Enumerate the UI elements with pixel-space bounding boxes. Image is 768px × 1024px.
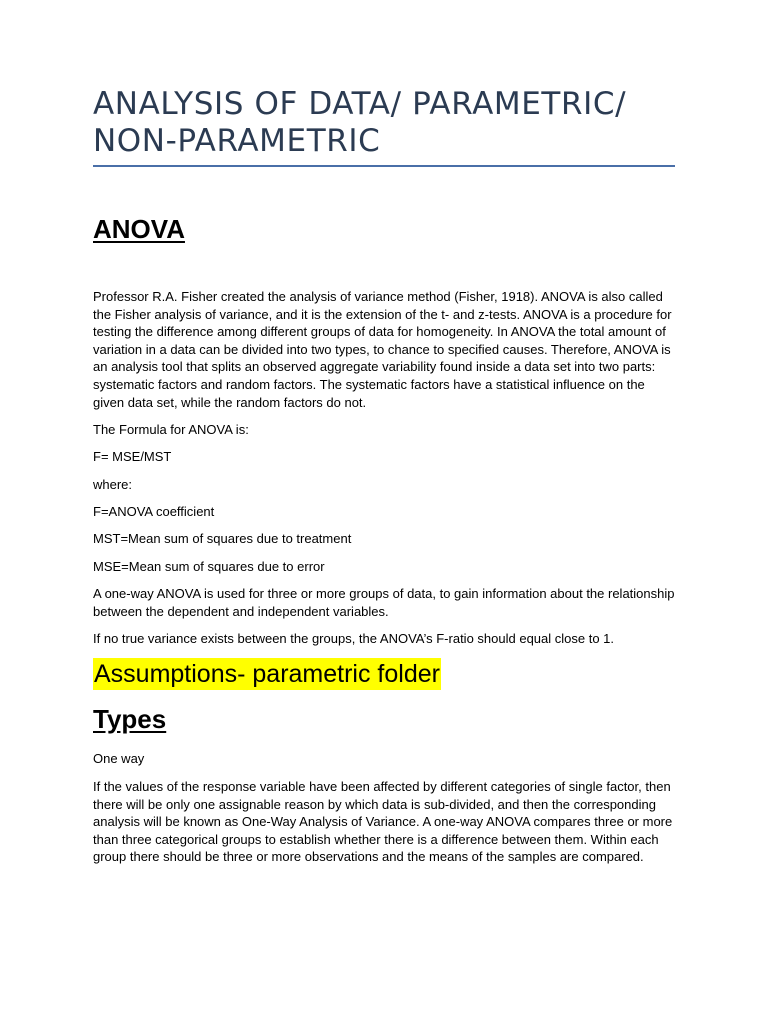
title-divider: [93, 165, 675, 167]
one-way-usage-paragraph: A one-way ANOVA is used for three or more groups of data, to gain information about the relationship between the dependent and independent variables.: [93, 586, 675, 619]
definition-mst: MST=Mean sum of squares due to treatment: [93, 531, 352, 546]
where-label: where:: [93, 477, 133, 492]
definition-f: F=ANOVA coefficient: [93, 504, 215, 519]
heading-anova: ANOVA: [93, 214, 185, 244]
formula-intro: The Formula for ANOVA is:: [93, 422, 249, 437]
formula: F= MSE/MST: [93, 449, 172, 464]
anova-intro-paragraph: Professor R.A. Fisher created the analysis of variance method (Fisher, 1918). ANOVA is also called the Fisher analysis of variance, and it is the extension of the t- and z-tests. ANOVA is a procedure for testing the difference among different groups of data for homogeneity. In ANOVA the total amount of variation in a data can be divided into two types, to chance to specified causes. Therefore, ANOVA is an analysis tool that splits an observed aggregate variability found inside a data set into two parts: systematic factors and random factors. The systematic factors have a statistical influence on the given data set, while the random factors do not.: [93, 289, 672, 410]
f-ratio-note: If no true variance exists between the groups, the ANOVA’s F-ratio should equal close to 1.: [93, 631, 615, 646]
definition-mse: MSE=Mean sum of squares due to error: [93, 559, 325, 574]
heading-assumptions: Assumptions- parametric folder: [94, 660, 440, 688]
heading-types: Types: [93, 704, 167, 734]
document-title: ANALYSIS OF DATA/ PARAMETRIC/ NON-PARAMETRIC: [93, 86, 627, 159]
one-way-paragraph: If the values of the response variable have been affected by different categories of single factor, then there will be only one assignable reason by which data is sub-divided, and then the corresponding analysis will be known as One-Way Analysis of Variance. A one-way ANOVA compares three or more than three categorical groups to establish whether there is a difference between them. Within each group there should be three or more observations and the means of the samples are compared.: [93, 779, 673, 865]
one-way-label: One way: [93, 751, 145, 766]
